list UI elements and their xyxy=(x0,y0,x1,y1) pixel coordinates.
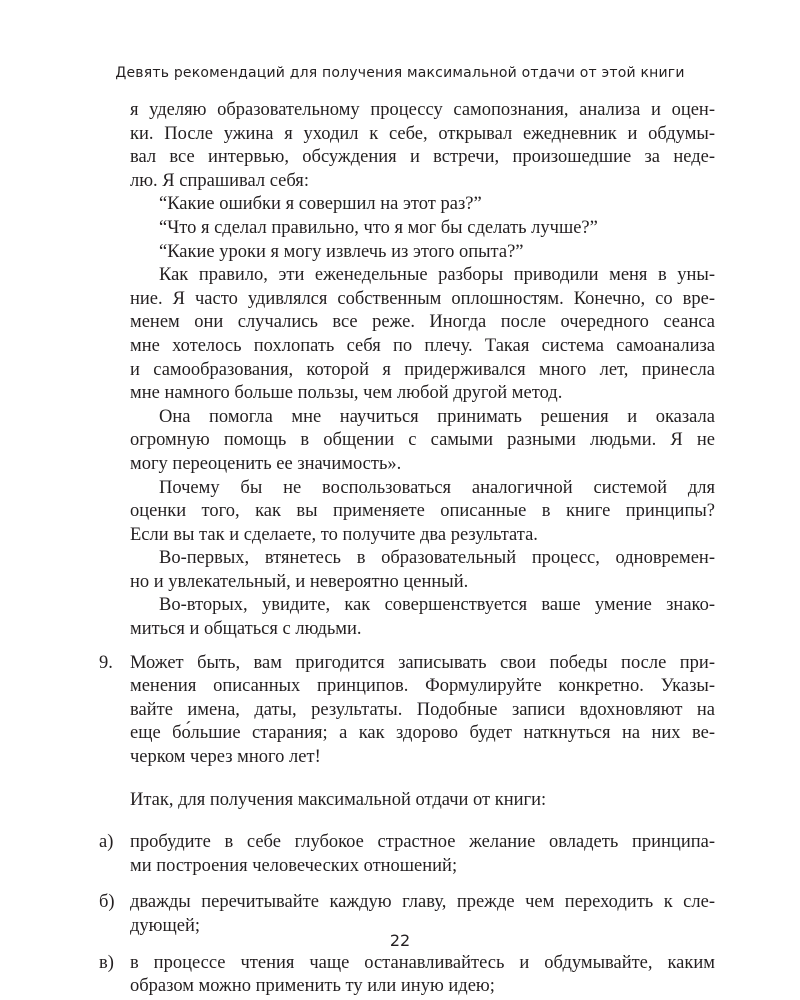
text-line: Как правило, эти еженедельные разборы приводили меня в уны- xyxy=(159,265,715,286)
text-line: менем они случались все реже. Иногда после очередного сеанса xyxy=(130,312,715,333)
page-body xyxy=(99,99,715,999)
text-line: Если вы так и сделаете, то получите два результата. xyxy=(130,524,538,545)
text-line: мне намного больше пользы, чем любой другой метод. xyxy=(130,383,563,404)
text-line: Во-первых, втянетесь в образовательный процесс, одновремен- xyxy=(159,548,715,569)
text-line: вайте имена, даты, результаты. Подобные записи вдохновляют на xyxy=(130,699,715,720)
text-line: пробудите в себе глубокое страстное желание овладеть принципа- xyxy=(130,832,715,853)
text-line: Она помогла мне научиться принимать решения и оказала xyxy=(159,406,715,427)
intro-paragraph xyxy=(130,99,715,193)
text-line: в процессе чтения чаще останавливайтесь и обдумывайте, каким xyxy=(130,952,715,973)
text-line: черком через много лет! xyxy=(130,747,321,768)
text-line: Итак, для получения максимальной отдачи от книги: xyxy=(130,789,547,810)
text-line: менения описанных принципов. Формулируйте конкретно. Указы- xyxy=(130,676,715,697)
text-line: миться и общаться с людьми. xyxy=(130,619,362,640)
why-paragraph xyxy=(130,477,715,548)
summary-item-a xyxy=(99,831,715,878)
page-number: 22 xyxy=(389,931,411,950)
text-line: ние. Я часто удивлялся собственным оплошностям. Конечно, со вре- xyxy=(130,288,715,309)
text-line: ми построения человеческих отношений; xyxy=(130,855,458,876)
summary-intro xyxy=(130,789,715,813)
list-marker: б) xyxy=(99,892,115,913)
first-paragraph xyxy=(130,547,715,594)
list-marker: а) xyxy=(99,832,114,853)
text-line: еще бо́льшие старания; а как здорово будет наткнуться на них ве- xyxy=(130,723,715,744)
text-line: Почему бы не воспользоваться аналогичной системой для xyxy=(159,477,715,498)
rule-paragraph xyxy=(130,264,715,406)
text-line: ки. После ужина я уходил к себе, открывал ежедневник и обдумы- xyxy=(130,123,715,144)
text-line: Может быть, вам пригодится записывать свои победы после при- xyxy=(130,652,715,673)
list-number: 9. xyxy=(99,652,113,673)
text-line: и самообразования, которой я придерживался много лет, принесла xyxy=(130,359,715,380)
second-paragraph xyxy=(130,594,715,641)
text-line: дважды перечитывайте каждую главу, прежде чем переходить к сле- xyxy=(130,892,715,913)
text-line: лю. Я спрашивал себя: xyxy=(130,170,309,191)
text-line: огромную помощь в общении с самыми разными людьми. Я не xyxy=(130,430,715,451)
list-marker: в) xyxy=(99,952,114,973)
text-line: я уделяю образовательному процессу самопознания, анализа и оцен- xyxy=(130,100,715,120)
list-item-9 xyxy=(99,652,715,770)
text-line: дующей; xyxy=(130,916,200,936)
questions-list xyxy=(130,193,715,264)
text-line: мне хотелось похлопать себя по плечу. Такая система самоанализа xyxy=(130,335,715,356)
text-line: могу переоценить ее значимость». xyxy=(130,453,402,474)
helped-paragraph xyxy=(130,406,715,477)
question-line: “Какие уроки я могу извлечь из этого опыта?” xyxy=(159,241,524,262)
text-line: оценки того, как вы применяете описанные в книге принципы? xyxy=(130,501,715,522)
question-line: “Какие ошибки я совершил на этот раз?” xyxy=(159,194,482,215)
text-line: но и увлекательный, и невероятно ценный. xyxy=(130,571,469,592)
question-line: “Что я сделал правильно, что я мог бы сделать лучше?” xyxy=(159,217,598,238)
summary-item-c xyxy=(99,952,715,999)
text-line: образом можно применить ту или иную идею; xyxy=(130,976,495,997)
running-header: Девять рекомендаций для получения максимальной отдачи от этой книги xyxy=(115,65,685,81)
text-line: Во-вторых, увидите, как совершенствуется ваше умение знако- xyxy=(159,595,715,616)
text-line: вал все интервью, обсуждения и встречи, произошедшие за неде- xyxy=(130,147,715,168)
